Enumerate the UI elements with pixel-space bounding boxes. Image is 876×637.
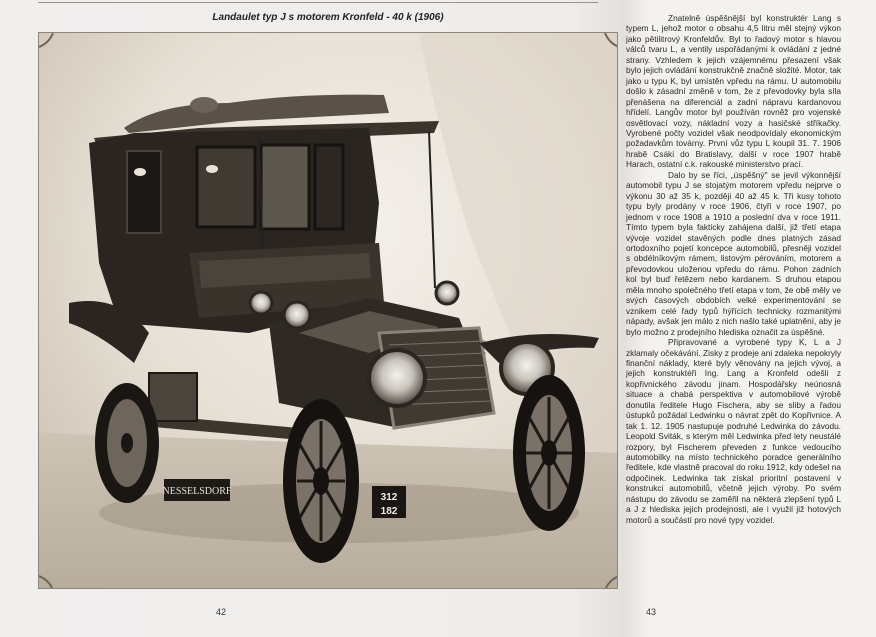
name-plate-text: NESSELSDORF <box>162 486 232 497</box>
number-plate-bottom: 182 <box>380 506 398 517</box>
number-plate-top: 312 <box>380 492 398 503</box>
top-rule <box>38 2 598 3</box>
landaulet-photo-drawing <box>39 33 618 589</box>
article-text <box>626 13 841 525</box>
page-number-left: 42 <box>216 607 227 617</box>
photo-caption: Landaulet typ J s motorem Kronfeld - 40 k (1906) <box>212 12 444 23</box>
article-paragraph: Dalo by se říci, „úspěšný" se jevil výkonnější automobil typu J se stojatým motorem vpředu nejprve o výkonu 30 až 35 k, později 40 až 45 k. Tři kusy tohoto typu byly prodány v roce 1906, čtyři v roce 1907, po jednom v roce 1908 a 1910 a poslední dva v roce 1911. Tímto typem byla fakticky zahájena další, již třetí etapa vývoje vozidel stavěných podle dnes platných zásad ortodoxního pojetí koncepce automobilů, přesněji vozidel s obdélníkovým rámem, listovým pérováním, motorem a převodovkou uloženou vpředu do rámu. Pohon zadních kol byl buď řetězem nebo kardanem. S druhou etapou měla mnoho společného třetí etapa v tom, že obě měly ve svých časových obdobích velké experimentování se vznikem celé řady typů hýřících technicky rozmanitými nápady, avšak jen málo z nich našlo také uplatnění, aby je bylo možno z prodejního hlediska označit za úspěšné. <box>626 169 841 337</box>
article-paragraph: Připravované a vyrobené typy K, L a J zklamaly očekávání. Zisky z prodeje ani zdaleka nepokryly finanční náklady, které byly věnovány na jejich vývoj, a jejich konstruktéři Ing. Lang a Kronfeld odešli z kopřivnického závodu jinam. Hospodářsky neúnosná situace a chabá perspektiva v automobilové výrobě donutila ředitele Hugo Fischera, aby se sliby a řadou ústupků požádal Ledwinku o návrat zpět do Kopřivnice. A tak 1. 12. 1905 nastupuje podruhé Ledwinka do závodu. Leopold Sviták, s kterým měl Ledwinka před lety neustálé rozpory, byl Fischerem převeden z funkce vedoucího automobilky na místo technického poradce generálního ředitele, kde vlastně pracoval do roku 1912, kdy odešel na odpočinek. Ledwinka tak získal prioritní postavení v konstrukci automobilů, včetně jejich výroby. Po svém nástupu do závodu se zaměřil na některá zlepšení typů L a J z hlediska jejich prodejnosti, ale i využil již hotových motorů a součástí pro nové typy vozidel. <box>626 337 841 525</box>
article-paragraph: Znatelně úspěšnější byl konstruktér Lang s typem L, jehož motor o obsahu 4,5 litru měl stejný výkon jako pětilitrový Kronfeldův. Byl to řadový motor s hlavou válců tvaru L, a ventily uspořádanými k ovládání z jedné strany. Vzhledem k jejich vzájemnému přesazení však bylo jejich ovládání konstrukčně značně složité. Motor, tak jako u typu K, byl umístěn vpředu na rámu. U automobilu došlo k zásadní změně v tom, že z převodovky byla síla přenášena na diferenciál a zadní nápravu kardanovou hřídelí. Langův motor byl používán rovněž pro vojenské osvětlovací vozy, nákladní vozy a hasičské stříkačky. Vyrobené počty vozidel však neodpovídaly ekonomickým požadavkům továrny. První vůz typu L koupil 31. 7. 1906 hrabě Csáki do Bratislavy, další v roce 1907 hrabě Harach, ostatní c.k. rakouské ministerstvo prací. <box>626 13 841 170</box>
page-number-right: 43 <box>646 607 657 617</box>
car-photograph <box>38 32 618 589</box>
